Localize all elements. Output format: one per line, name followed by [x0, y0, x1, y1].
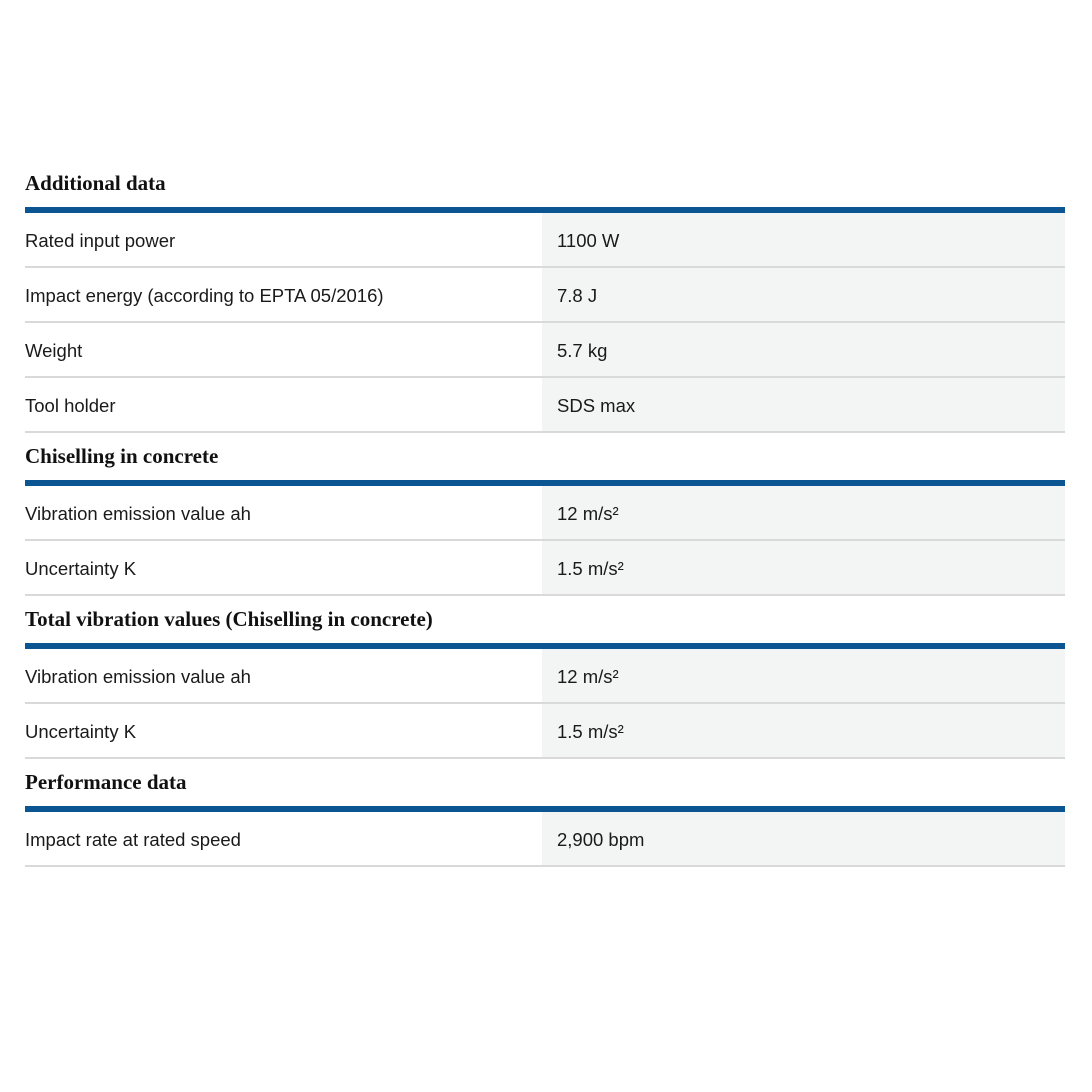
spec-row	[25, 541, 1065, 596]
section-performance-data	[25, 759, 1065, 867]
section-chiselling-in-concrete	[25, 433, 1065, 596]
spec-row	[25, 486, 1065, 541]
spec-value: 1100 W	[542, 213, 1065, 266]
spec-label: Impact energy (according to EPTA 05/2016)	[25, 268, 542, 321]
spec-value: 1.5 m/s²	[542, 704, 1065, 757]
spec-label: Vibration emission value ah	[25, 649, 542, 702]
spec-label: Rated input power	[25, 213, 542, 266]
section-title: Chiselling in concrete	[25, 444, 219, 468]
spec-value: 7.8 J	[542, 268, 1065, 321]
section-additional-data	[25, 160, 1065, 433]
spec-row	[25, 323, 1065, 378]
spec-value: 1.5 m/s²	[542, 541, 1065, 594]
spec-row	[25, 704, 1065, 759]
spec-row	[25, 812, 1065, 867]
spec-label: Impact rate at rated speed	[25, 812, 542, 865]
spec-value: 5.7 kg	[542, 323, 1065, 376]
section-title: Additional data	[25, 171, 166, 195]
spec-label: Vibration emission value ah	[25, 486, 542, 539]
spec-label: Weight	[25, 323, 542, 376]
spec-value: 12 m/s²	[542, 649, 1065, 702]
spec-label: Tool holder	[25, 378, 542, 431]
spec-label: Uncertainty K	[25, 704, 542, 757]
spec-value: SDS max	[542, 378, 1065, 431]
spec-row	[25, 378, 1065, 433]
spec-row	[25, 649, 1065, 704]
spec-row	[25, 268, 1065, 323]
spec-label: Uncertainty K	[25, 541, 542, 594]
spec-value: 2,900 bpm	[542, 812, 1065, 865]
section-title: Total vibration values (Chiselling in concrete)	[25, 607, 433, 631]
section-total-vibration-values	[25, 596, 1065, 759]
spec-table	[25, 160, 1065, 867]
spec-row	[25, 213, 1065, 268]
section-title: Performance data	[25, 770, 187, 794]
spec-value: 12 m/s²	[542, 486, 1065, 539]
